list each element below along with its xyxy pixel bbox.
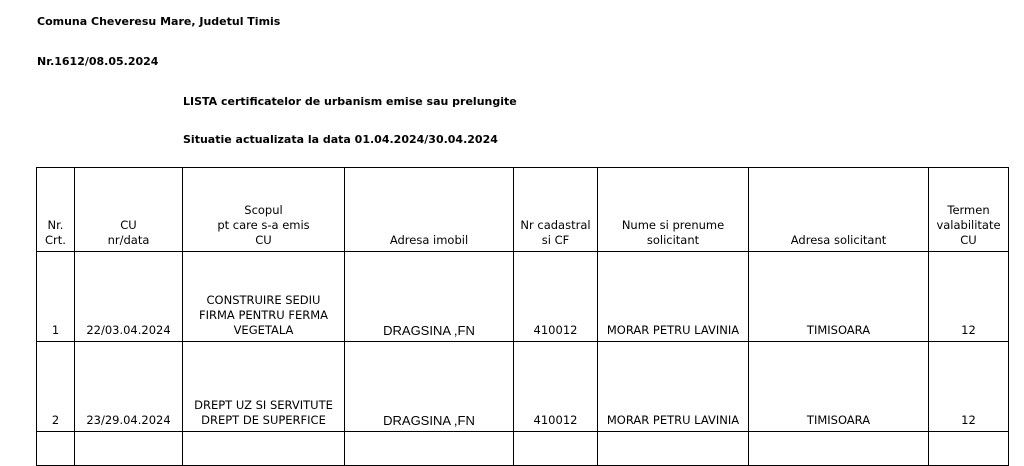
cell-cu: 22/03.04.2024: [75, 252, 183, 342]
cell-scopul: CONSTRUIRE SEDIU FIRMA PENTRU FERMA VEGETALA: [183, 252, 345, 342]
header-cu: CU nr/data: [75, 168, 183, 252]
cell-cu: 23/29.04.2024: [75, 342, 183, 432]
cell-adresa-imobil: DRAGSINA ,FN: [345, 342, 514, 432]
cell-nr-cadastral: 410012: [514, 342, 598, 432]
header-nr-cadastral: Nr cadastral si CF: [514, 168, 598, 252]
cell-adresa-solicitant: TIMISOARA: [749, 342, 929, 432]
cell-empty: [929, 432, 1009, 466]
document-title: LISTA certificatelor de urbanism emise sau prelungite: [183, 95, 517, 108]
header-row: [37, 168, 1009, 252]
cell-adresa-imobil: DRAGSINA ,FN: [345, 252, 514, 342]
table-row: [37, 342, 1009, 432]
cell-scopul: DREPT UZ SI SERVITUTE DREPT DE SUPERFICE: [183, 342, 345, 432]
cell-nr: 1: [37, 252, 75, 342]
cell-empty: [75, 432, 183, 466]
cell-empty: [514, 432, 598, 466]
commune-heading: Comuna Cheveresu Mare, Judetul Timis: [37, 15, 281, 28]
cell-empty: [749, 432, 929, 466]
header-adresa-imobil: Adresa imobil: [345, 168, 514, 252]
cell-nr-cadastral: 410012: [514, 252, 598, 342]
cell-termen: 12: [929, 252, 1009, 342]
header-scopul: Scopul pt care s-a emis CU: [183, 168, 345, 252]
cell-nume-solicitant: MORAR PETRU LAVINIA: [598, 342, 749, 432]
cell-termen: 12: [929, 342, 1009, 432]
cell-nr: 2: [37, 342, 75, 432]
header-nume-solicitant: Nume si prenume solicitant: [598, 168, 749, 252]
cell-nume-solicitant: MORAR PETRU LAVINIA: [598, 252, 749, 342]
header-termen: Termen valabilitate CU: [929, 168, 1009, 252]
cell-empty: [37, 432, 75, 466]
header-adresa-solicitant: Adresa solicitant: [749, 168, 929, 252]
document-number: Nr.1612/08.05.2024: [37, 55, 159, 68]
table-row: [37, 252, 1009, 342]
certificates-table: [36, 167, 1009, 466]
cell-empty: [598, 432, 749, 466]
status-line: Situatie actualizata la data 01.04.2024/30.04.2024: [183, 133, 498, 146]
cell-adresa-solicitant: TIMISOARA: [749, 252, 929, 342]
cell-empty: [345, 432, 514, 466]
table-row-partial: [37, 432, 1009, 466]
cell-empty: [183, 432, 345, 466]
header-nr-crt: Nr. Crt.: [37, 168, 75, 252]
